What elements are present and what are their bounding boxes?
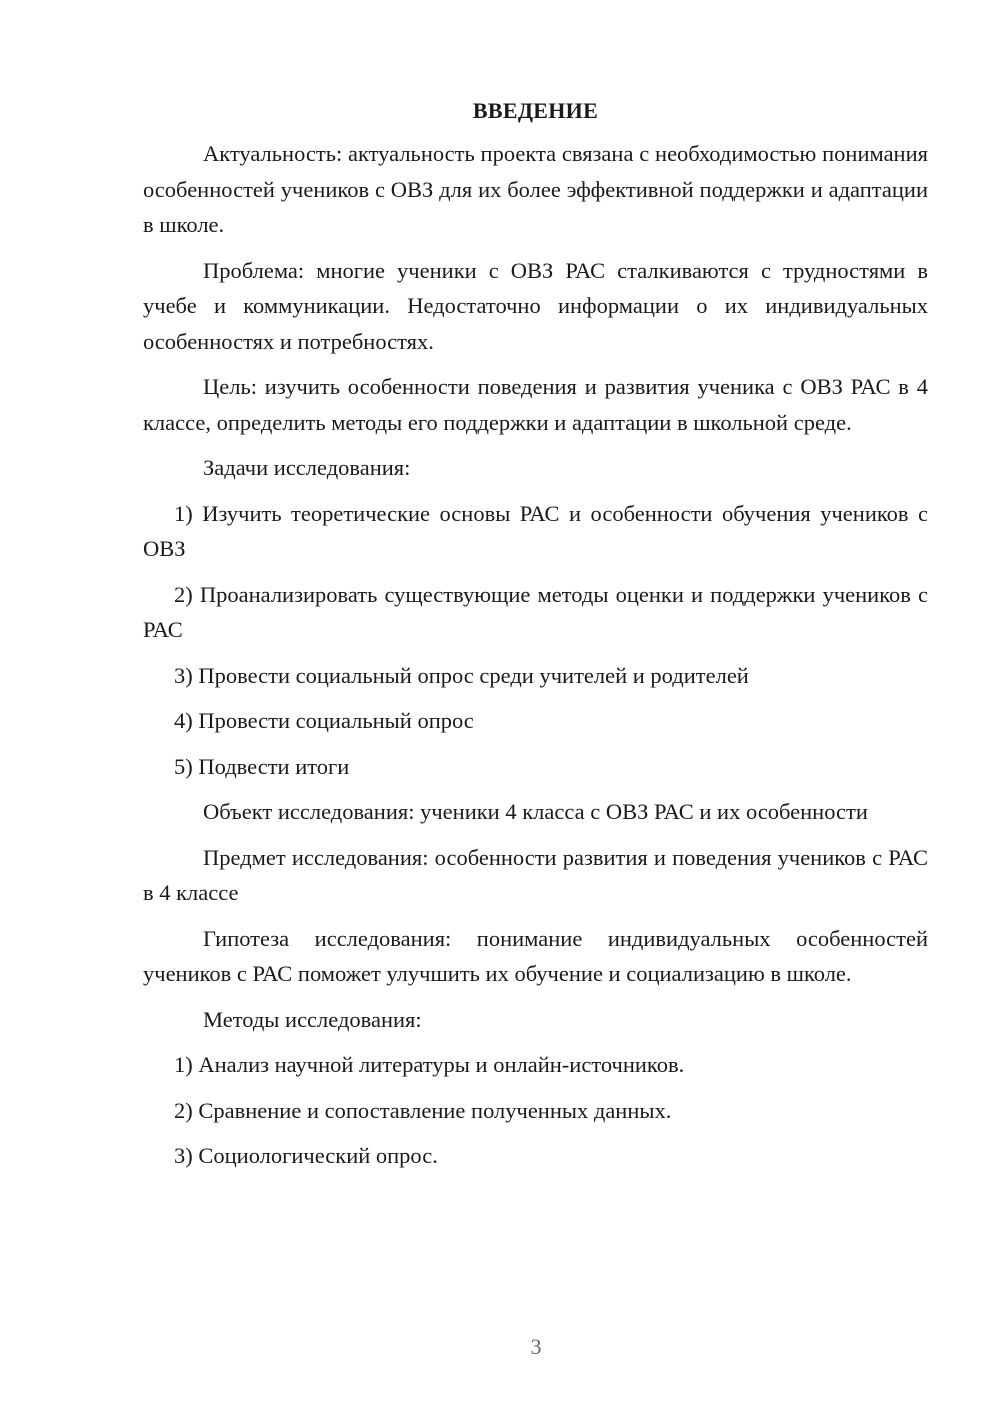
paragraph-subject: Предмет исследования: особенности развития и поведения учеников с РАС в 4 классе bbox=[143, 844, 928, 905]
paragraph-goal: Цель: изучить особенности поведения и развития ученика с ОВЗ РАС в 4 классе, определить методы его поддержки и адаптации в школьной среде. bbox=[143, 374, 928, 435]
paragraph-object: Объект исследования: ученики 4 класса с ОВЗ РАС и их особенности bbox=[203, 799, 868, 824]
paragraph-tasks-heading: Задачи исследования: bbox=[203, 455, 411, 480]
method-item-2: 2) Сравнение и сопоставление полученных данных. bbox=[174, 1097, 672, 1123]
document-body bbox=[143, 96, 928, 1184]
paragraph-methods-heading: Методы исследования: bbox=[203, 1006, 422, 1032]
task-item-1: 1) Изучить теоретические основы РАС и особенности обучения учеников с ОВЗ bbox=[143, 500, 928, 561]
task-item-4: 4) Провести социальный опрос bbox=[174, 708, 474, 733]
method-item-3: 3) Социологический опрос. bbox=[174, 1143, 438, 1168]
page-number: 3 bbox=[530, 1334, 542, 1359]
paragraph-problem: Проблема: многие ученики с ОВЗ РАС сталкиваются с трудностями в учебе и коммуникации. Недостаточно информации о их индивидуальных особенностях и потребностях. bbox=[143, 257, 928, 354]
task-item-5: 5) Подвести итоги bbox=[174, 753, 350, 779]
section-title: ВВЕДЕНИЕ bbox=[472, 98, 599, 123]
paragraph-relevance: Актуальность: актуальность проекта связана с необходимостью понимания особенностей учеников с ОВЗ для их более эффективной поддержки и адаптации в школе. bbox=[143, 141, 928, 237]
task-item-2: 2) Проанализировать существующие методы оценки и поддержки учеников с РАС bbox=[143, 581, 928, 642]
task-item-3: 3) Провести социальный опрос среди учителей и родителей bbox=[174, 662, 749, 688]
paragraph-hypothesis: Гипотеза исследования: понимание индивидуальных особенностей учеников с РАС поможет улучшить их обучение и социализацию в школе. bbox=[143, 925, 928, 986]
method-item-1: 1) Анализ научной литературы и онлайн-источников. bbox=[174, 1052, 685, 1077]
